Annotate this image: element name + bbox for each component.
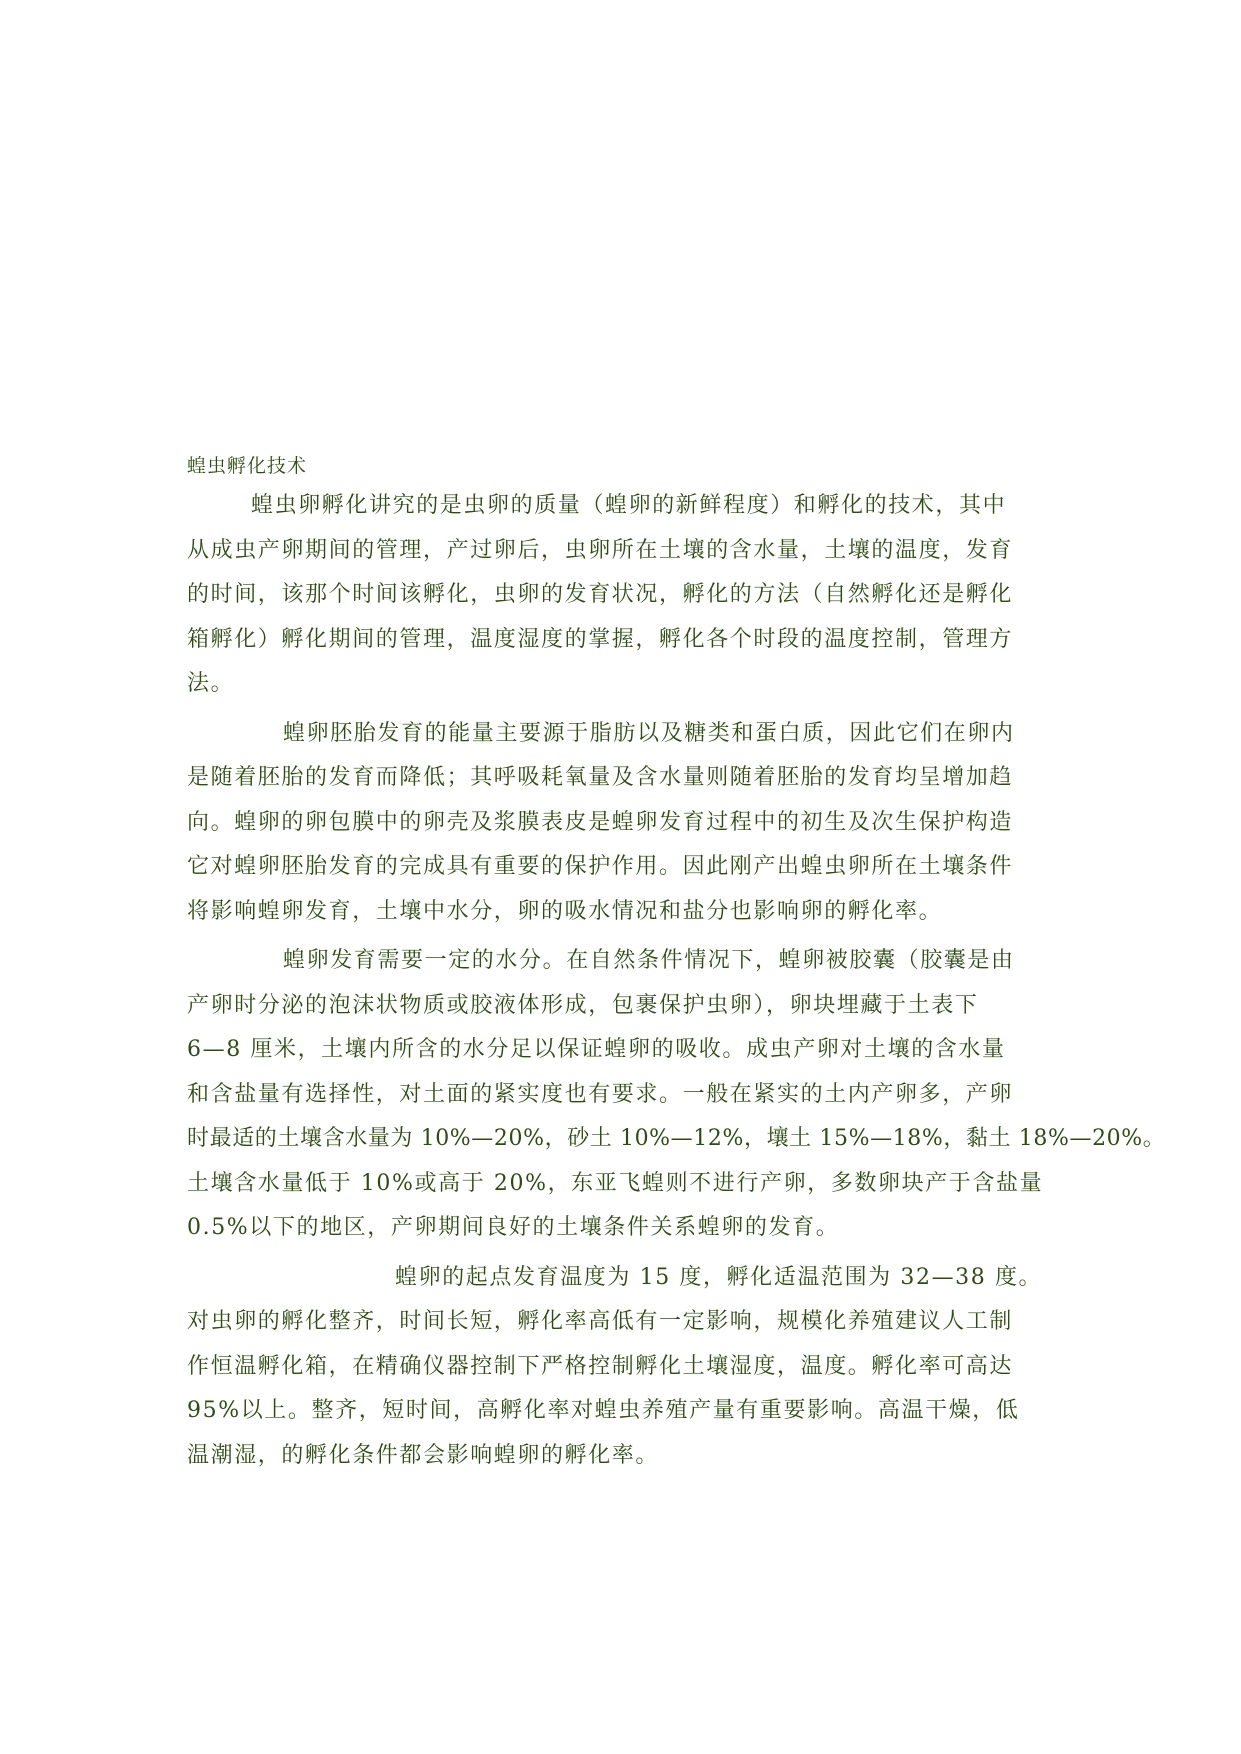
paragraph-4: [187, 1256, 1050, 1479]
text-line: 向。蝗卵的卵包膜中的卵壳及浆膜表皮是蝗卵发育过程中的初生及次生保护构造: [187, 809, 1014, 835]
text-line: 和含盐量有选择性，对土面的紧实度也有要求。一般在紧实的土内产卵多，产卵: [187, 1081, 1014, 1107]
paragraph-1: [187, 484, 1050, 707]
text-line: 土壤含水量低于 10%或高于 20%，东亚飞蝗则不进行产卵，多数卵块产于含盐量: [187, 1170, 1044, 1196]
text-line: 蝗虫卵孵化讲究的是虫卵的质量（蝗卵的新鲜程度）和孵化的技术，其中: [251, 493, 1007, 518]
text-line: 法。: [187, 671, 235, 696]
text-line: 时最适的土壤含水量为 10%—20%，砂土 10%—12%，壤土 15%—18%，黏土 18%—20%。: [187, 1126, 1166, 1151]
paragraph-3: [187, 939, 1166, 1251]
text-line: 蝗卵胚胎发育的能量主要源于脂肪以及糖类和蛋白质，因此它们在卵内: [283, 720, 1015, 746]
paragraph-2: [187, 712, 1050, 935]
document-body: [187, 452, 1166, 1478]
text-line: 箱孵化）孵化期间的管理，温度湿度的掌握，孵化各个时段的温度控制，管理方: [187, 626, 1014, 652]
text-line: 0.5%以下的地区，产卵期间良好的土壤条件关系蝗卵的发育。: [187, 1215, 840, 1240]
document-title: 蝗虫孵化技术: [187, 455, 308, 477]
text-line: 95%以上。整齐，短时间，高孵化率对蝗虫养殖产量有重要影响。高温干燥，低: [187, 1398, 1020, 1423]
text-line: 蝗卵的起点发育温度为 15 度，孵化适温范围为 32—38 度。: [395, 1264, 1043, 1290]
text-line: 的时间，该那个时间该孵化，虫卵的发育状况，孵化的方法（自然孵化还是孵化: [187, 582, 1014, 607]
text-line: 6—8 厘米，土壤内所含的水分足以保证蝗卵的吸收。成虫产卵对土壤的含水量: [187, 1037, 1006, 1062]
text-line: 对虫卵的孵化整齐，时间长短，孵化率高低有一定影响，规模化养殖建议人工制: [187, 1309, 1014, 1334]
text-line: 是随着胚胎的发育而降低；其呼吸耗氧量及含水量则随着胚胎的发育均呈增加趋: [187, 765, 1014, 790]
text-line: 它对蝗卵胚胎发育的完成具有重要的保护作用。因此刚产出蝗虫卵所在土壤条件: [187, 854, 1014, 879]
text-line: 蝗卵发育需要一定的水分。在自然条件情况下，蝗卵被胶囊（胶囊是由: [283, 948, 1015, 973]
text-line: 产卵时分泌的泡沫状物质或胶液体形成，包裹保护虫卵），卵块埋藏于土表下: [187, 992, 979, 1018]
text-line: 从成虫产卵期间的管理，产过卵后，虫卵所在土壤的含水量，土壤的温度，发育: [187, 537, 1014, 563]
text-line: 将影响蝗卵发育，土壤中水分，卵的吸水情况和盐分也影响卵的孵化率。: [187, 898, 943, 924]
text-line: 作恒温孵化箱，在精确仪器控制下严格控制孵化土壤湿度，温度。孵化率可高达: [187, 1353, 1014, 1379]
text-line: 温潮湿，的孵化条件都会影响蝗卵的孵化率。: [187, 1442, 660, 1468]
